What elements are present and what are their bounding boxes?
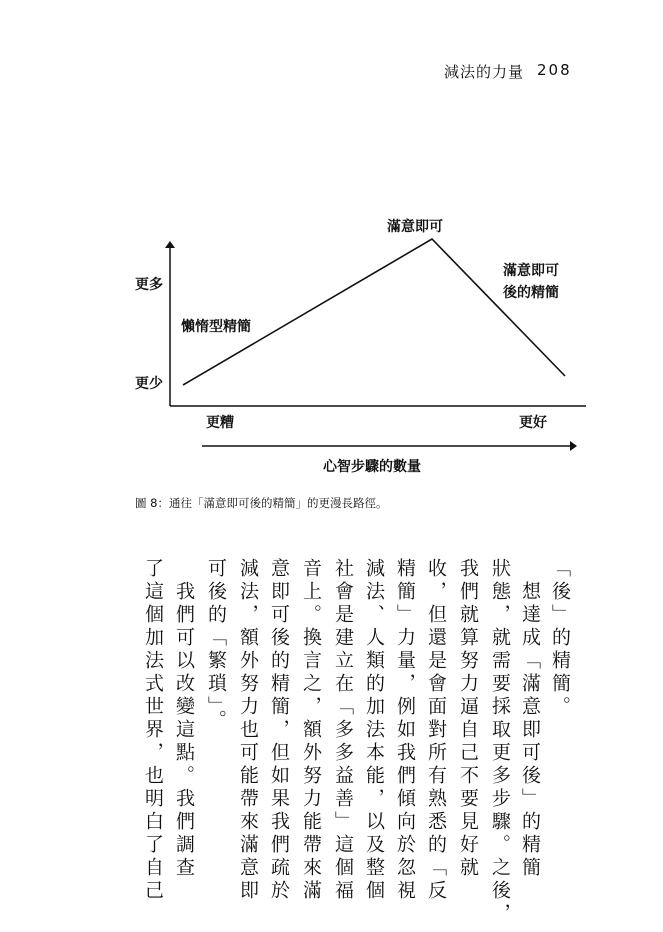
text-column: 可後的「繁瑣」。 <box>205 558 227 733</box>
x-axis-arrow-label: 心智步驟的數量 <box>323 459 421 475</box>
text-column: 想達成「滿意即可後」的精簡 <box>519 558 541 880</box>
text-column: 狀態，就需要採取更多步驟。之後， <box>489 558 511 926</box>
left-curve-label: 懶惰型精簡 <box>181 319 251 335</box>
peak-label: 滿意即可 <box>387 219 443 235</box>
text-column: 音上。換言之，額外努力能帶來滿 <box>300 558 322 903</box>
text-column: 社會是建立在「多多益善」這個福 <box>332 558 354 903</box>
running-title: 減法的力量 <box>444 63 525 81</box>
text-column: 我們就算努力逼自己不要見好就 <box>457 558 479 880</box>
text-column: 「後」的精簡。 <box>549 558 571 719</box>
right-curve-label-line2: 後的精簡 <box>503 285 559 301</box>
text-column: 減法、人類的加法本能，以及整個 <box>363 558 385 903</box>
y-axis-bottom-label: 更少 <box>135 376 163 392</box>
text-column: 了這個加法式世界，也明白了自己 <box>142 558 164 903</box>
page-number: 208 <box>537 61 572 79</box>
text-column: 收，但還是會面對所有熟悉的「反 <box>425 558 447 903</box>
text-column: 我們可以改變這點。我們調查 <box>173 558 195 880</box>
x-axis-left-label: 更糟 <box>206 415 234 431</box>
text-column: 意即可後的精簡，但如果我們疏於 <box>268 558 290 903</box>
text-column: 減法，額外努力也可能帶來滿意即 <box>237 558 259 903</box>
x-axis-right-label: 更好 <box>519 415 547 431</box>
figure-caption: 圖 8：通往「滿意即可後的精簡」的更漫長路徑。 <box>135 496 388 510</box>
y-axis-top-label: 更多 <box>135 277 163 293</box>
text-column: 精簡」力量，例如我們傾向於忽視 <box>394 558 416 903</box>
right-curve-label-line1: 滿意即可 <box>503 263 559 279</box>
